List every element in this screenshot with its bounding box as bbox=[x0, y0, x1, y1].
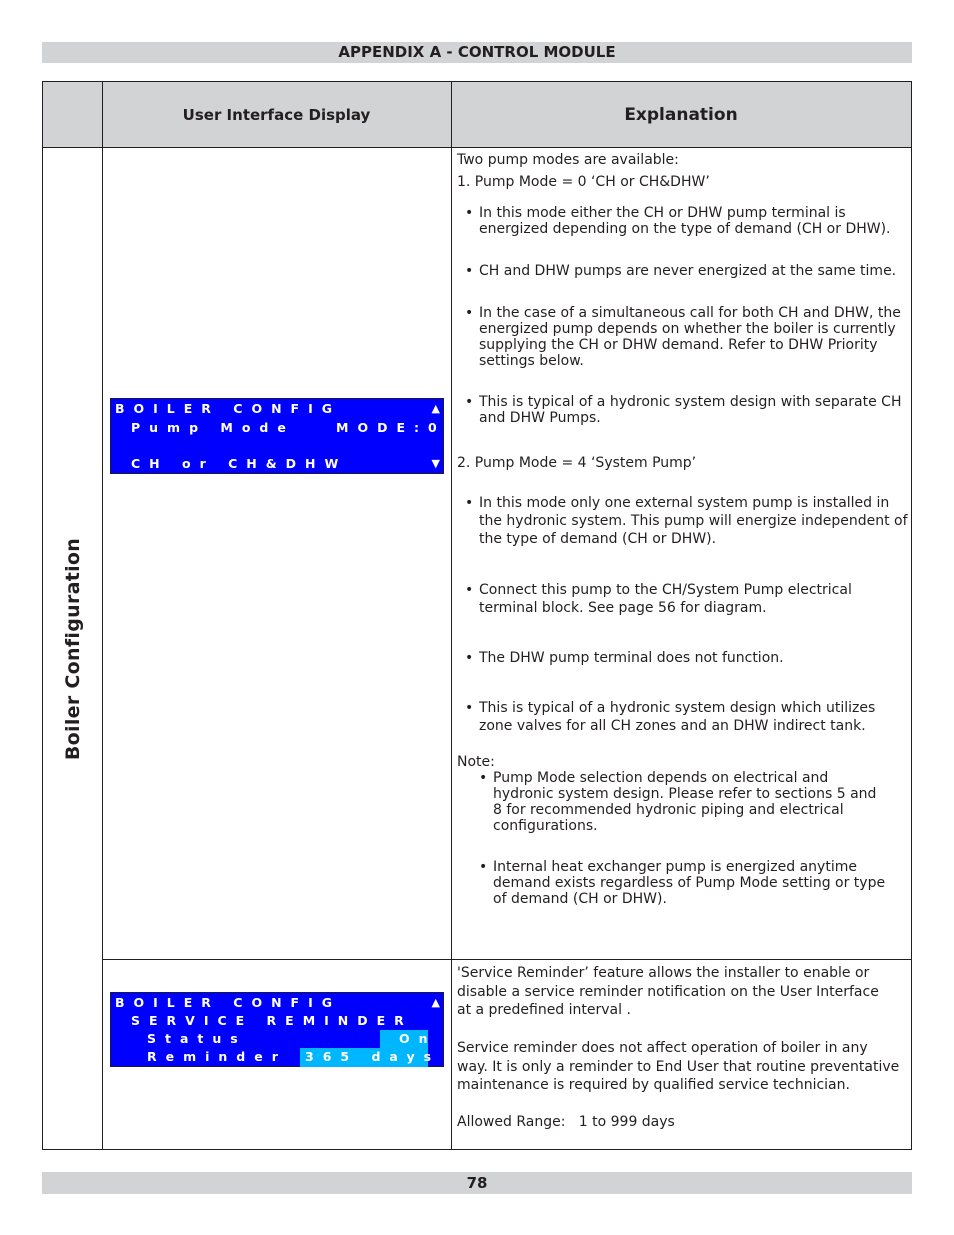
up-arrow-icon: ▲ bbox=[431, 402, 440, 415]
page-number: 78 bbox=[466, 1174, 488, 1192]
lcd-display-service-reminder bbox=[110, 992, 444, 1067]
mode2-heading: 2. Pump Mode = 4 ‘System Pump’ bbox=[457, 455, 697, 471]
header-divider bbox=[43, 147, 911, 148]
page-header-title: APPENDIX A - CONTROL MODULE bbox=[338, 43, 616, 61]
page-header bbox=[42, 42, 912, 63]
page-footer bbox=[42, 1172, 912, 1194]
row-divider bbox=[102, 959, 911, 960]
lcd-reminder-value: 365 days bbox=[305, 1049, 441, 1064]
explanation-intro: Two pump modes are available: bbox=[457, 152, 679, 168]
note-heading: Note: bbox=[457, 754, 495, 770]
lcd-display-pump-mode bbox=[110, 398, 444, 474]
allowed-range: Allowed Range: 1 to 999 days bbox=[457, 1114, 675, 1130]
config-table: User Interface Display Explanation Boiler Configuration BOILER CONFIG ▲ Pump Mode MODE:0 CH or CH&DHW ▼ BOILER CONFIG ▲ SERVICE REMINDER Status On Reminder 365 days Two pump modes are available: 1. Pump Mode = 0 ‘CH or CH&DHW’ • In this mode either the CH or DHW pump terminal is energized depending on the type of demand (CH or DHW). • CH and DHW pumps are never energized at the same time. • In the case of a simultaneous call for both CH and DHW, the energized pump depends on whether the boiler is currently supplying the CH or DHW demand. Refer to DHW Priority settings below. • This is typical of a hydronic system design with separate CH and DHW Pumps. 2. Pump Mode = 4 ‘System Pump’ • In this mode only one external system pump is installed in the hydronic system. This pump will energize independent of the type of demand (CH or DHW). • Connect this pump to the CH/System Pump electrical terminal block. See page 56 for diagram. • The DHW pump terminal does not function. • This is typical of a hydronic system design which utilizes zone valves for all CH zones and an DHW indirect tank. Note: • Pump Mode selection depends on electrical and hydronic system design. Please refer to sections 5 and 8 for recommended hydronic piping and electrical configurations. • Internal heat exchanger pump is energized anytime demand exists regardless of Pump Mode setting or type of demand (CH or DHW). 'Service Reminder’ feature allows the installer to enable or disable a service reminder notification on the User Interface at a predefined interval . Service reminder does not affect operation of boiler in any way. It is only a reminder to End User that routine preventative maintenance is required by qualified service technician. Allowed Range: 1 to 999 days bbox=[42, 81, 912, 1150]
up-arrow-icon: ▲ bbox=[431, 996, 440, 1009]
service-reminder-note: Service reminder does not affect operation of boiler in any way. It is only a reminder to End User that routine preventative maintenance is required by qualified service technician. bbox=[457, 1040, 900, 1093]
service-reminder-description: 'Service Reminder’ feature allows the installer to enable or disable a service reminder notification on the User Interface at a predefined interval . bbox=[457, 965, 879, 1018]
column-divider bbox=[102, 82, 103, 1149]
lcd-line: BOILER CONFIG bbox=[115, 401, 341, 416]
column-divider bbox=[451, 82, 452, 1149]
lcd-line: SERVICE REMINDER bbox=[131, 1013, 413, 1028]
display-column-header: User Interface Display bbox=[182, 105, 371, 124]
lcd-line: Status bbox=[147, 1031, 247, 1046]
down-arrow-icon: ▼ bbox=[431, 457, 440, 470]
lcd-line: Reminder bbox=[147, 1049, 287, 1064]
explanation-column-header: Explanation bbox=[624, 104, 738, 125]
lcd-mode-value: MODE:0 bbox=[336, 420, 446, 435]
lcd-line: BOILER CONFIG bbox=[115, 995, 341, 1010]
lcd-status-value: On bbox=[399, 1031, 437, 1046]
lcd-line: CH or CH&DHW bbox=[131, 456, 348, 471]
mode1-heading: 1. Pump Mode = 0 ‘CH or CH&DHW’ bbox=[457, 174, 710, 190]
section-label-text: Boiler Configuration bbox=[62, 537, 84, 761]
lcd-line: Pump Mode bbox=[131, 420, 295, 435]
